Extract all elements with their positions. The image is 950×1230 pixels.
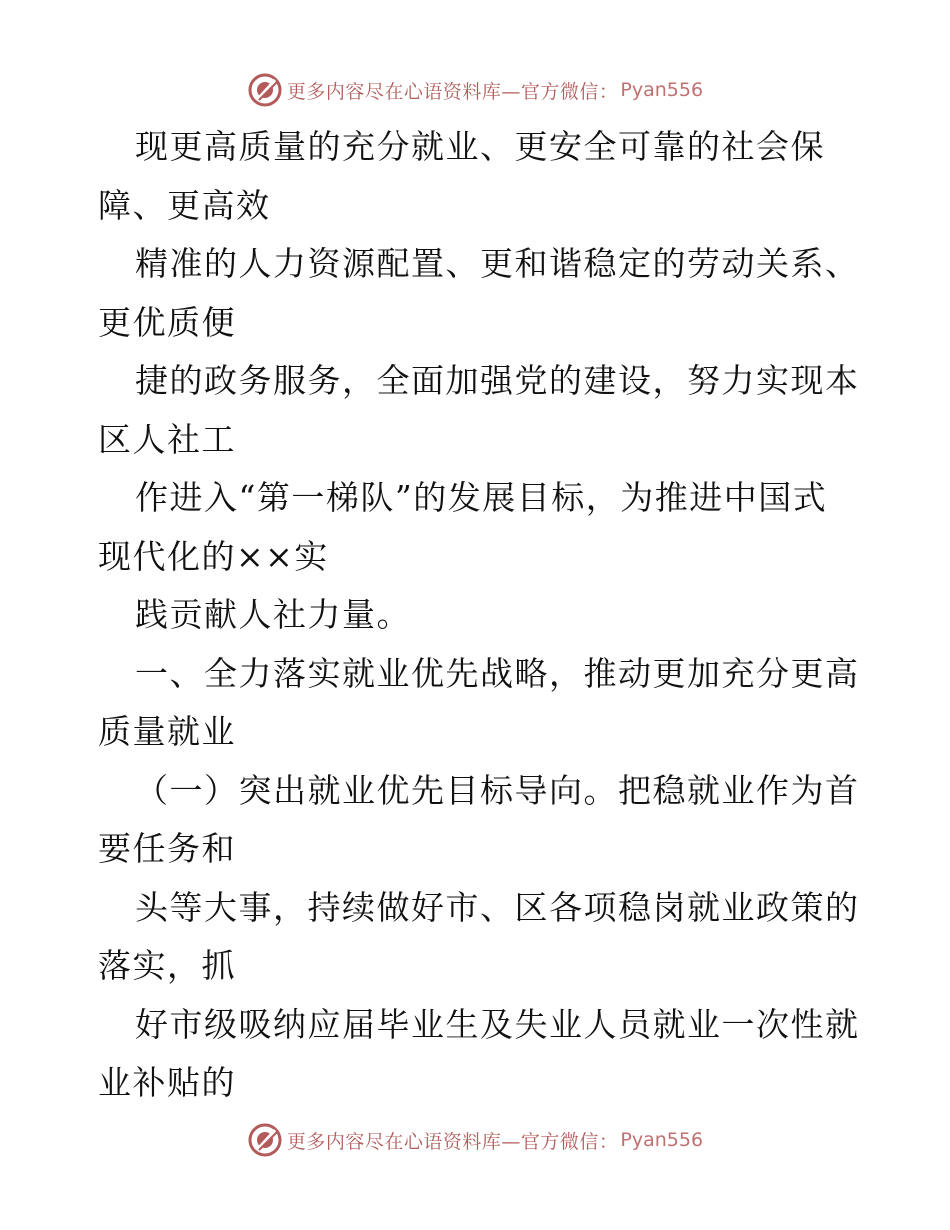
body-line: 现更高质量的充分就业、更安全可靠的社会保	[135, 127, 825, 166]
section-heading-line: 质量就业	[98, 712, 236, 751]
footer-watermark	[0, 1120, 950, 1160]
watermark-wechat-id: Pyan556	[620, 79, 704, 101]
body-line: 要任务和	[98, 829, 236, 868]
body-line: （一）突出就业优先目标导向。把稳就业作为首	[135, 770, 860, 810]
body-line: 头等大事，持续做好市、区各项稳岗就业政策的	[135, 887, 860, 927]
body-line: 现代化的××实	[98, 536, 329, 576]
body-line: 区人社工	[98, 419, 236, 459]
body-line: 更优质便	[98, 302, 236, 342]
watermark-wechat-id: Pyan556	[620, 1129, 704, 1151]
body-line: 障、更高效	[98, 185, 271, 225]
watermark-logo-icon	[247, 72, 283, 108]
section-heading-line: 一、全力落实就业优先战略，推动更加充分更高	[135, 653, 860, 693]
body-line: 业补贴的	[98, 1063, 236, 1102]
watermark-text: 更多内容尽在心语资料库—官方微信：	[286, 1130, 619, 1153]
body-line: 精准的人力资源配置、更和谐稳定的劳动关系、	[135, 244, 860, 283]
document-body	[98, 118, 858, 1113]
watermark-logo-icon	[247, 1122, 283, 1158]
body-line: 落实，抓	[98, 946, 236, 985]
header-watermark	[0, 70, 950, 110]
body-line: 践贡献人社力量。	[135, 595, 411, 634]
body-line: 捷的政务服务，全面加强党的建设，努力实现本	[135, 361, 860, 400]
body-line: 作进入“第一梯队”的发展目标，为推进中国式	[135, 478, 828, 517]
body-line: 好市级吸纳应届毕业生及失业人员就业一次性就	[135, 1004, 860, 1044]
watermark-text: 更多内容尽在心语资料库—官方微信：	[286, 80, 619, 103]
